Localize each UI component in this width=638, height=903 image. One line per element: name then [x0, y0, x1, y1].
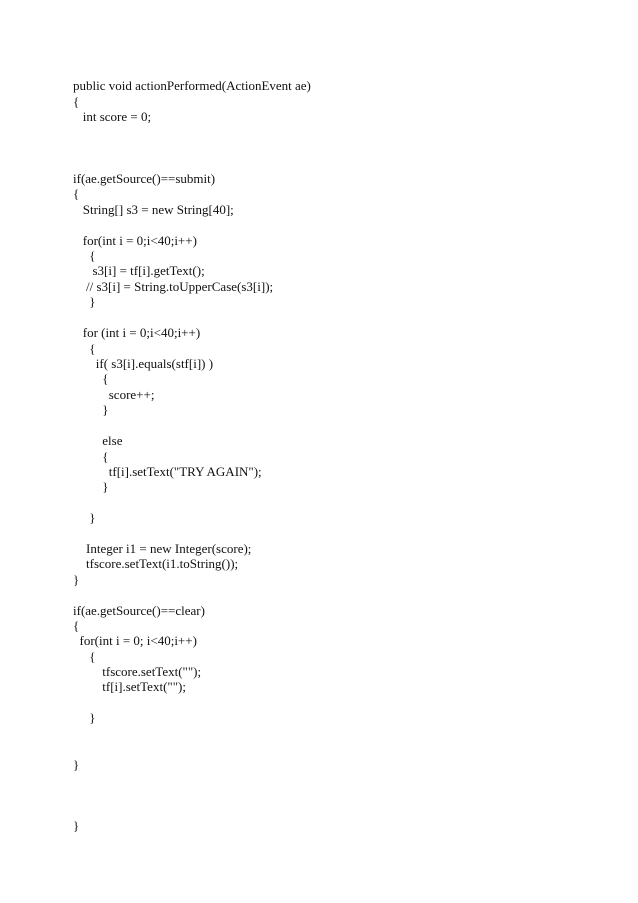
code-line: {: [73, 449, 109, 464]
code-line: tf[i].setText("TRY AGAIN");: [73, 464, 262, 479]
code-line: {: [73, 618, 80, 633]
code-line: }: [73, 510, 96, 525]
code-line: }: [73, 757, 80, 772]
code-line: {: [73, 94, 80, 109]
code-line: if(ae.getSource()==clear): [73, 603, 205, 618]
code-line: }: [73, 572, 80, 587]
code-line: }: [73, 402, 109, 417]
code-line: s3[i] = tf[i].getText();: [73, 263, 205, 278]
code-line: else: [73, 433, 123, 448]
code-line: score++;: [73, 387, 155, 402]
code-line: for (int i = 0;i<40;i++): [73, 325, 201, 340]
code-line: String[] s3 = new String[40];: [73, 202, 234, 217]
code-line: if( s3[i].equals(stf[i]) ): [73, 356, 214, 371]
code-line: {: [73, 248, 96, 263]
code-line: public void actionPerformed(ActionEvent ae): [73, 78, 311, 93]
code-line: {: [73, 371, 109, 386]
code-line: }: [73, 479, 109, 494]
code-line: }: [73, 710, 96, 725]
code-line: {: [73, 649, 96, 664]
code-line: tfscore.setText(i1.toString());: [73, 556, 239, 571]
code-line: int score = 0;: [73, 109, 152, 124]
code-line: }: [73, 818, 80, 833]
code-line: {: [73, 341, 96, 356]
code-line: for(int i = 0;i<40;i++): [73, 233, 197, 248]
code-line: Integer i1 = new Integer(score);: [73, 541, 252, 556]
code-line: }: [73, 294, 96, 309]
code-line: // s3[i] = String.toUpperCase(s3[i]);: [73, 279, 274, 294]
code-line: for(int i = 0; i<40;i++): [73, 633, 197, 648]
code-line: if(ae.getSource()==submit): [73, 171, 216, 186]
code-line: tf[i].setText("");: [73, 679, 186, 694]
code-line: tfscore.setText("");: [73, 664, 202, 679]
code-line: {: [73, 186, 80, 201]
